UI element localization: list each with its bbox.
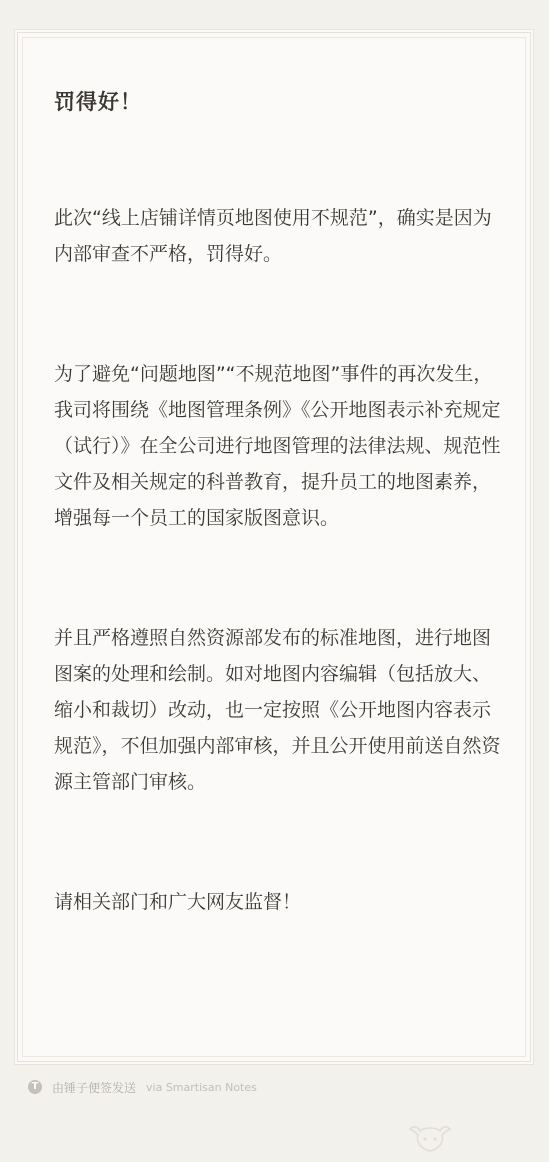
note-paragraph-1: 此次“线上店铺详情页地图使用不规范”，确实是因为内部审查不严格，罚得好。 — [54, 207, 492, 265]
note-paragraph-3: 并且严格遵照自然资源部发布的标准地图，进行地图图案的处理和绘制。如对地图内容编辑（包括放大、缩小和裁切）改动，也一定按照《公开地图内容表示规范》，不但加强内部审核，并且公开使用前送自然资源主管部门审核。 — [54, 627, 501, 793]
note-content — [54, 84, 502, 920]
bull-logo-icon — [404, 1121, 456, 1155]
note-footer — [28, 1077, 257, 1097]
note-title: 罚得好！ — [54, 90, 142, 114]
bull-logo-graphic — [404, 1121, 456, 1155]
footer-via-text: via Smartisan Notes — [146, 1080, 257, 1094]
note-paragraph-4: 请相关部门和广大网友监督！ — [54, 891, 302, 913]
footer-sent-text: 由锤子便签发送 — [52, 1080, 137, 1095]
smartisan-logo-icon: T — [28, 1080, 42, 1094]
note-paragraph-2: 为了避免“问题地图”“不规范地图”事件的再次发生，我司将围绕《地图管理条例》《公开地图表示补充规定（试行）》在全公司进行地图管理的法律法规、规范性文件及相关规定的科普教育，提升员工的地图素养，增强每一个员工的国家版图意识。 — [54, 363, 501, 529]
